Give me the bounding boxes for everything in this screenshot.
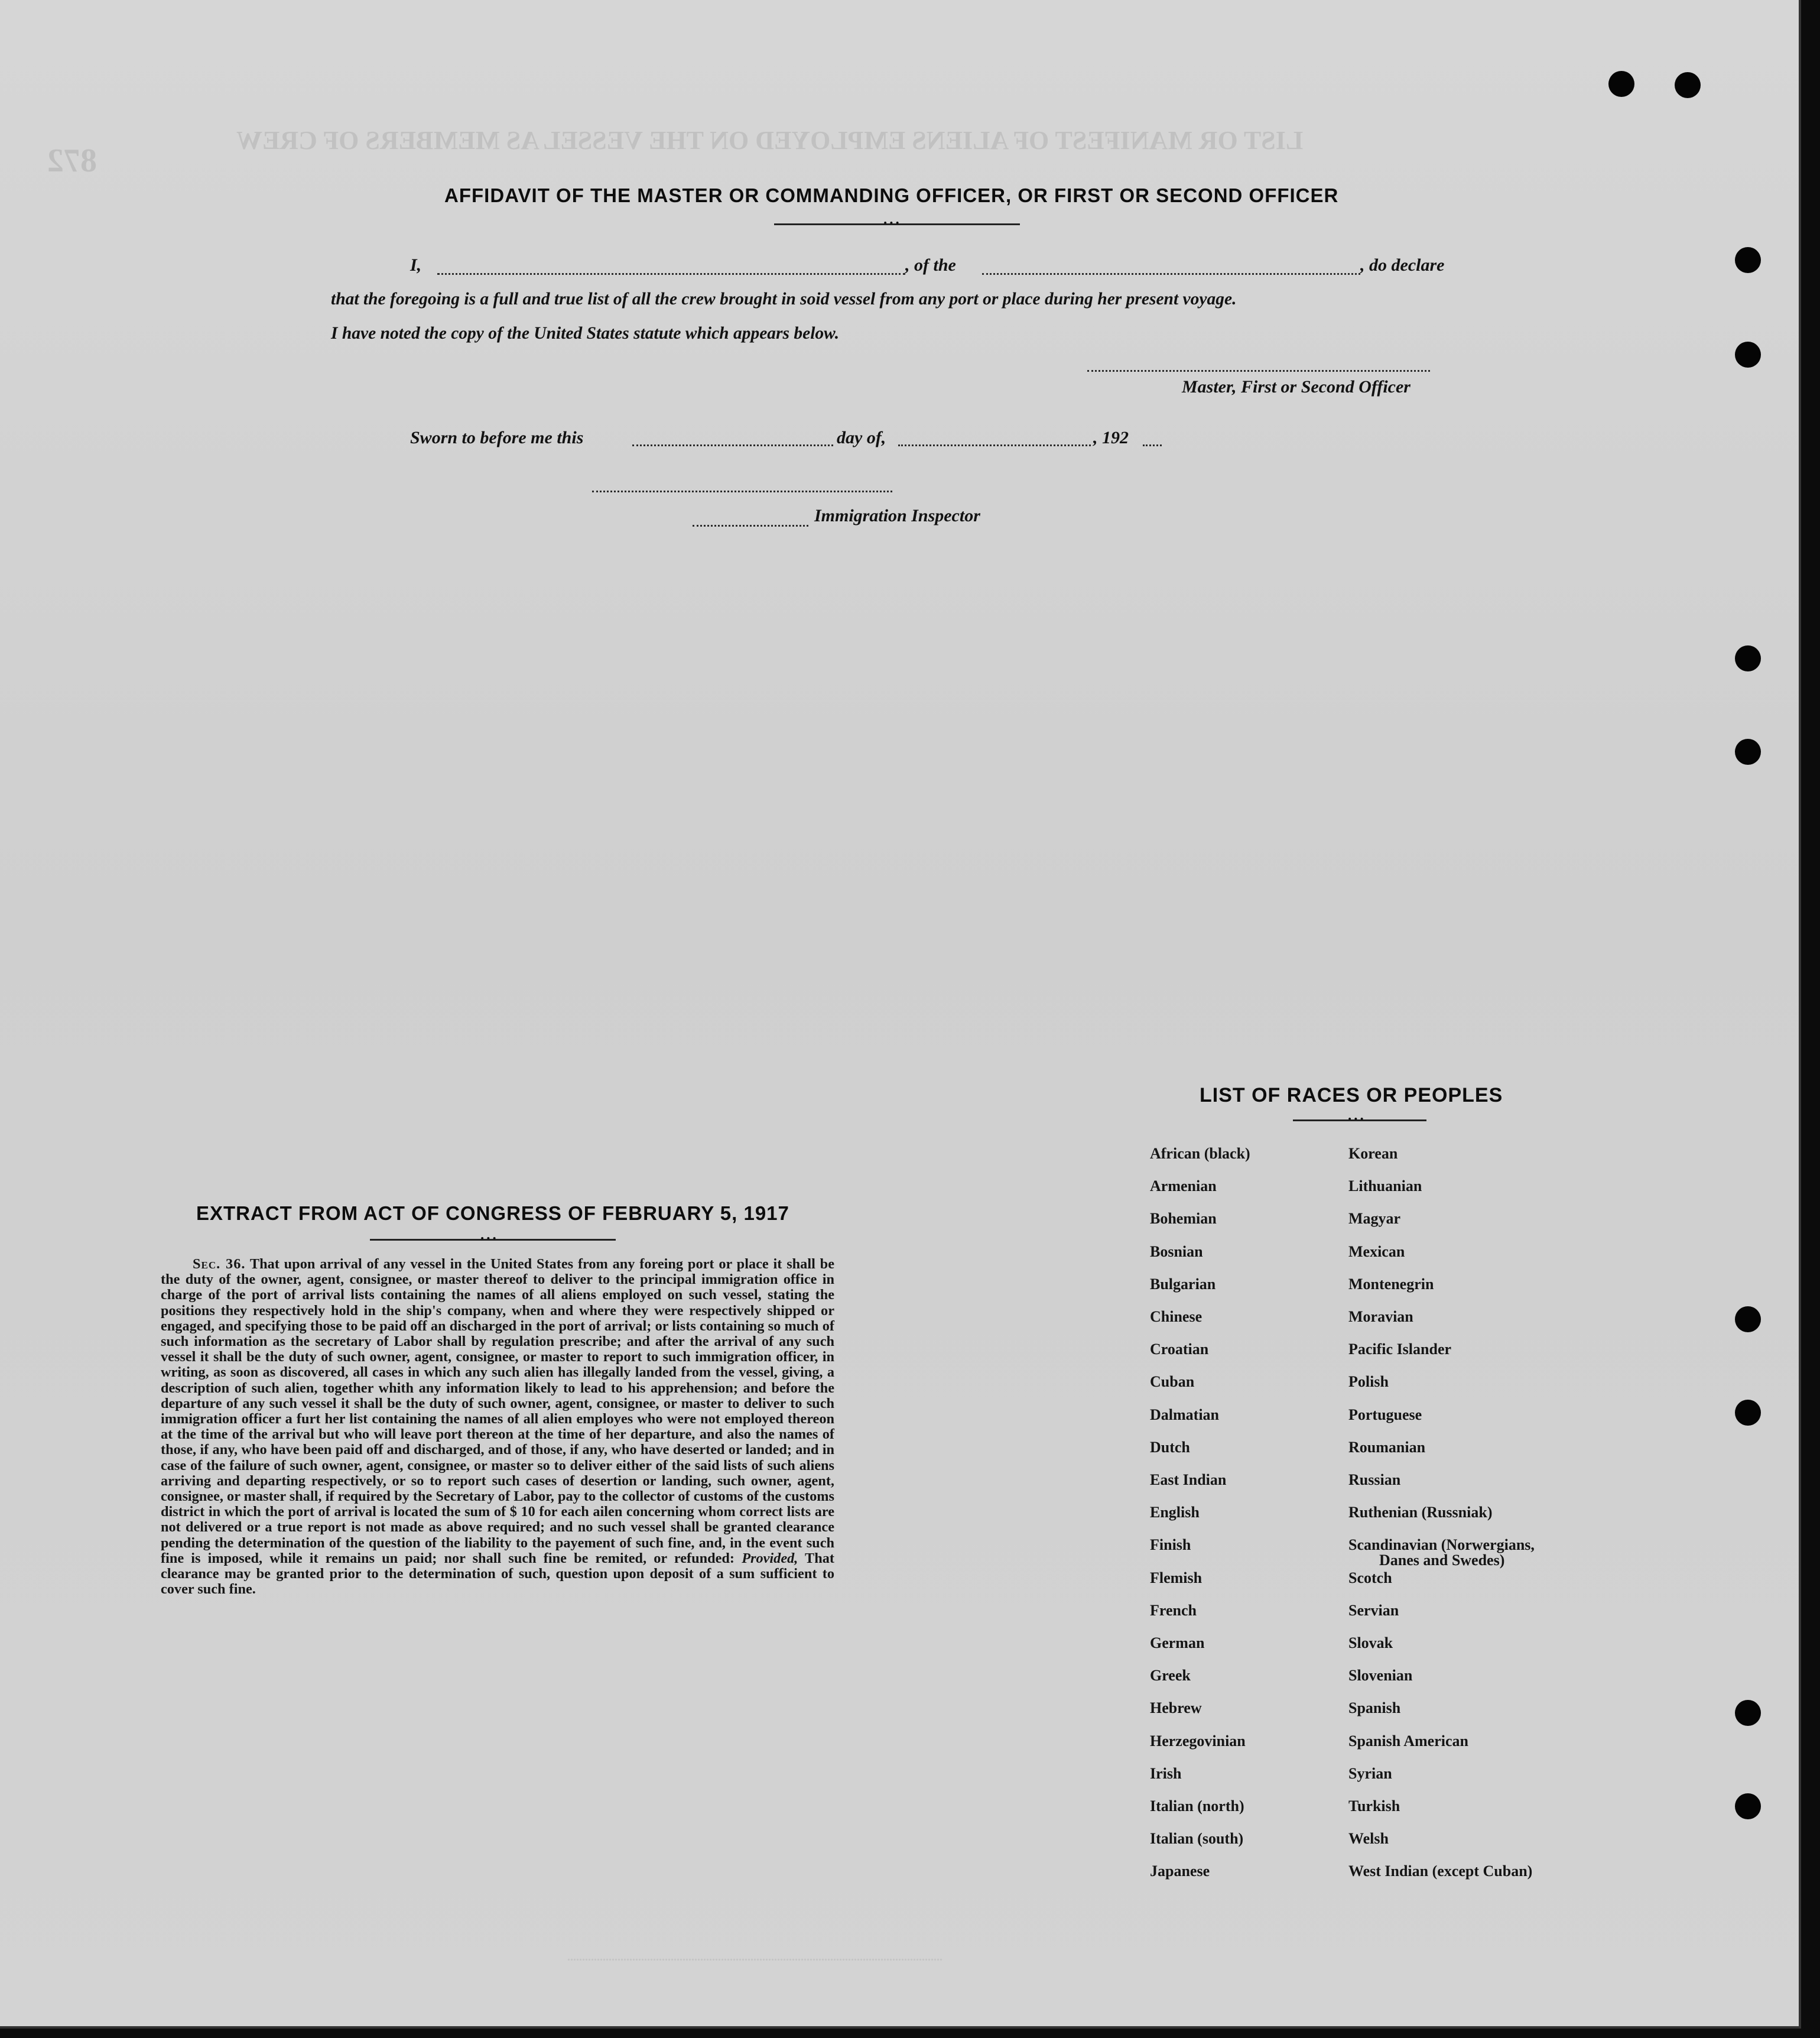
race-item: Cuban [1150,1373,1195,1391]
race-item: Portuguese [1348,1406,1422,1423]
race-item: Korean [1348,1145,1398,1162]
sworn-year: , 192 [1093,428,1129,447]
race-item: Slovak [1348,1634,1393,1651]
race-item: Slovenian [1348,1667,1413,1685]
race-item: Montenegrin [1348,1275,1434,1293]
ghost-footer: ............................................................................................................................... [567,1951,942,1964]
race-item: Japanese [1150,1862,1210,1880]
signature-caption: Master, First or Second Officer [1182,377,1410,397]
race-item: French [1150,1601,1197,1619]
name-blank [437,273,905,275]
punch-hole [1735,1400,1761,1426]
race-item: Italian (north) [1150,1797,1244,1815]
affidavit-statute-note: I have noted the copy of the United States statute which appears below. [331,324,840,343]
vessel-blank [982,273,1360,275]
race-item: Danes and Swedes) [1379,1552,1505,1569]
race-item: Mexican [1348,1242,1405,1260]
races-title: LIST OF RACES OR PEOPLES [1200,1084,1503,1106]
punch-hole [1735,1306,1761,1332]
sworn-day-of: day of, [837,428,886,447]
race-item: Herzegovinian [1150,1732,1246,1750]
race-item: Spanish American [1348,1732,1468,1750]
race-item: Irish [1150,1764,1182,1782]
race-item: Welsh [1348,1830,1389,1848]
race-item: Chinese [1150,1308,1202,1325]
provided-label: Provided, [742,1550,798,1566]
affidavit-do-declare: , do declare [1360,255,1445,275]
race-item: Bosnian [1150,1242,1203,1260]
affidavit-statement: that the foregoing is a full and true list of all the crew brought in soid vessel from any port or place during her present voyage. [331,290,1237,309]
race-item: Armenian [1150,1177,1217,1195]
punch-hole [1675,72,1701,98]
race-item: Flemish [1150,1569,1202,1586]
affidavit-i: I, [410,255,422,275]
race-item: Dalmatian [1150,1406,1219,1423]
section-label: Sec. 36. [193,1256,246,1272]
punch-hole [1735,247,1761,273]
race-item: Greek [1150,1667,1191,1685]
month-blank [898,444,1091,446]
ornament-dots: ••• [883,219,901,228]
race-item: Lithuanian [1348,1177,1422,1195]
race-item: Bohemian [1150,1210,1217,1228]
race-item: Servian [1348,1601,1399,1619]
race-item: Italian (south) [1150,1830,1244,1848]
inspector-caption: Immigration Inspector [814,506,980,525]
ghost-page-number: 872 [47,142,97,179]
punch-hole [1735,1700,1761,1726]
ornament-dots: ••• [480,1234,498,1244]
race-item: Polish [1348,1373,1389,1391]
race-item: Moravian [1348,1308,1413,1325]
race-item: Hebrew [1150,1699,1202,1717]
race-item: Bulgarian [1150,1275,1216,1293]
signature-blank [1087,370,1430,372]
race-item: English [1150,1504,1200,1521]
day-blank [632,444,833,446]
punch-hole [1735,739,1761,765]
race-item: Pacific Islander [1348,1341,1452,1358]
punch-hole [1608,71,1634,97]
race-item: East Indian [1150,1471,1227,1488]
ghost-header-mirror: LIST OR MANIFEST OF ALIENS EMPLOYED ON THE VESSEL AS MEMBERS OF CREW [236,126,1304,155]
section-body-part1: That upon arrival of any vessel in the United States from any foreing port or place it shall be the duty of the owner, agent, consignee, or master thereof to deliver to the principal immigration office in charge of the port of arrival lists containing the names of all aliens employed on such vessel, stating the positions they respectively hold in the ship's company, when and where they were respectively shipped or engaged, and specifying those to be paid off an discharged in the port of arrival; or lists containing so much of such information as the secretary of Labor shall by regulation prescribe; and after the arrival of any such vessel it shall be the duty of such owner, agent, consignee, or master to report to such immigration officer, in writing, as soon as discovered, all cases in which any such alien has illegally landed from the vessel, giving, a description of such alien, together whith any information likely to lead to his apprehension; and before the departure of any such vessel it shall be the duty of such owner, agent, consignee, or master to deliver to such immigration officer a furt her list containing the names of all alien employes who were not employed thereon at the time of the arrival but who will leave port thereon at the time of her departure, and also the names of those, if any, who have been paid off and discharged, and of those, if any, who have deserted or landed; and in case of the failure of such owner, agent, consignee, or master so to deliver either of the said lists of such aliens arriving and departing respectively, or so to report such cases of desertion or landing, such owner, agent, consignee, or master shall, if required by the Secretary of Labor, pay to the collector of customs of the customs district in which the port of arrival is located the sum of $ 10 for each ailen concerning whom correct lists are not delivered or a true report is not made as above required; and no such vessel shall be granted clearance pending the determination of the question of the liability to the payement of such fine, and, in the event such fine is imposed, while it remains un paid; nor shall such fine be remited, or refunded: [161,1256,834,1566]
race-item: German [1150,1634,1205,1651]
race-item: Ruthenian (Russniak) [1348,1504,1493,1521]
race-item: Syrian [1348,1764,1392,1782]
inspector-signature-blank [592,491,892,492]
affidavit-title: AFFIDAVIT OF THE MASTER OR COMMANDING OFFICER, OR FIRST OR SECOND OFFICER [444,184,1339,206]
race-item: Roumanian [1348,1438,1426,1456]
race-item: West Indian (except Cuban) [1348,1862,1533,1880]
punch-hole [1735,645,1761,671]
ornament-dots: ••• [1347,1115,1366,1124]
punch-hole [1735,342,1761,368]
race-item: Scotch [1348,1569,1392,1586]
race-item: Magyar [1348,1210,1401,1228]
affidavit-of-the: , of the [905,255,956,275]
punch-hole [1735,1793,1761,1819]
race-item: Croatian [1150,1341,1209,1358]
race-item: Turkish [1348,1797,1400,1815]
sworn-prefix: Sworn to before me this [410,428,584,447]
race-item: Scandinavian (Norwergians, [1348,1536,1535,1554]
section-body-part2: That clearance may be granted prior to the determination of such, question upon deposit of a sum sufficient to cover such fine. [161,1550,835,1598]
race-item: Finish [1150,1536,1191,1554]
race-item: Spanish [1348,1699,1401,1717]
year-blank [1143,444,1162,446]
race-item: Russian [1348,1471,1401,1488]
inspector-prefix-blank [693,525,808,527]
race-item: Dutch [1150,1438,1190,1456]
section-36-text [161,1257,834,1597]
extract-title: EXTRACT FROM ACT OF CONGRESS OF FEBRUARY 5, 1917 [196,1202,789,1224]
race-item: African (black) [1150,1145,1250,1162]
